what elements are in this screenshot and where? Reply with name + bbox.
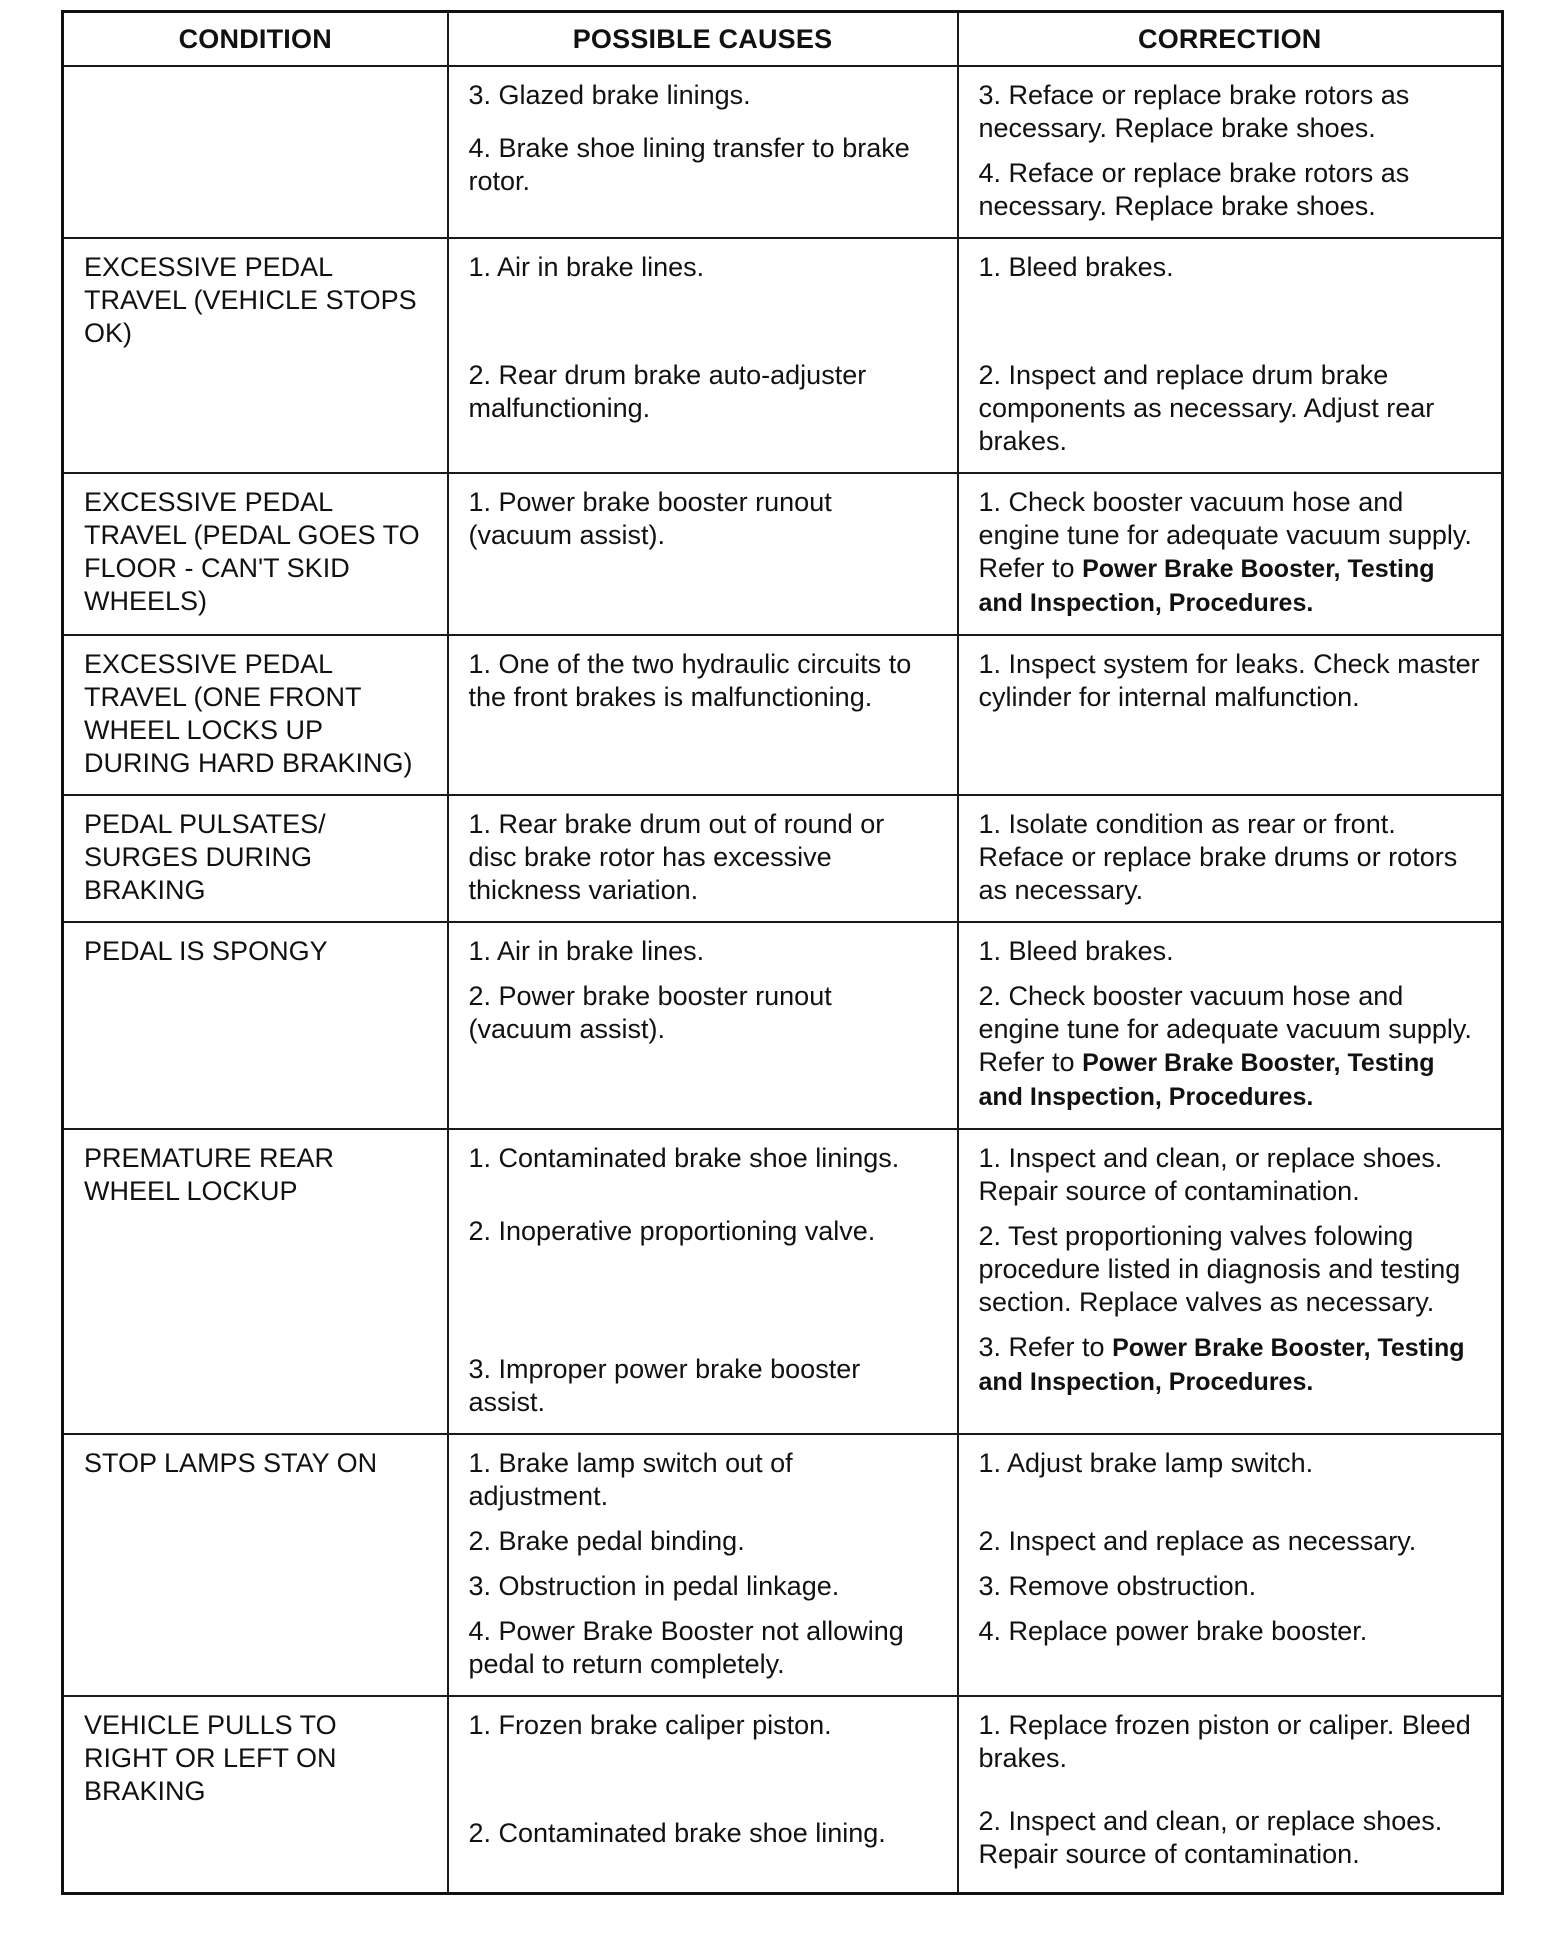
cause-item: 1. Power brake booster runout (vacuum assist). [468, 487, 832, 550]
table-row [63, 238, 1503, 473]
table-row [63, 795, 1503, 922]
condition-cell: EXCESSIVE PEDAL TRAVEL (PEDAL GOES TO FLOOR - CAN'T SKID WHEELS) [63, 473, 448, 635]
correction-item: 4. Reface or replace brake rotors as necessary. Replace brake shoes. [978, 158, 1410, 221]
condition-cell: PEDAL IS SPONGY [63, 922, 448, 1129]
condition-cell [63, 66, 448, 238]
reference-link-power-brake-booster: Power Brake Booster, Testing and Inspection, Procedures. [978, 1049, 1435, 1111]
condition-cell: PREMATURE REAR WHEEL LOCKUP [63, 1129, 448, 1434]
table-row [63, 1696, 1503, 1893]
correction-item: 2. Inspect and clean, or replace shoes. Repair source of contamination. [978, 1806, 1443, 1869]
causes-cell [448, 795, 958, 922]
causes-cell [448, 1434, 958, 1696]
correction-item: 3. Remove obstruction. [978, 1571, 1257, 1601]
condition-cell: EXCESSIVE PEDAL TRAVEL (VEHICLE STOPS OK) [63, 238, 448, 473]
reference-link-power-brake-booster: Power Brake Booster, Testing and Inspection, Procedures. [978, 555, 1435, 617]
correction-text: 2. Check booster vacuum hose and engine tune for adequate vacuum supply. Refer to [978, 981, 1472, 1077]
correction-item: 1. Inspect system for leaks. Check master cylinder for internal malfunction. [978, 649, 1480, 712]
cause-item: 1. Air in brake lines. [468, 252, 705, 282]
correction-item: 1. Isolate condition as rear or front. Reface or replace brake drums or rotors as necessary. [978, 809, 1458, 905]
cause-item: 1. Rear brake drum out of round or disc brake rotor has excessive thickness variation. [468, 809, 885, 905]
cause-item: 1. Brake lamp switch out of adjustment. [468, 1448, 793, 1511]
table-row [63, 473, 1503, 635]
causes-cell [448, 1696, 958, 1893]
correction-item: 1. Bleed brakes. [978, 252, 1174, 282]
header-condition: CONDITION [63, 12, 448, 67]
correction-item [979, 1331, 1482, 1399]
correction-item: 1. Replace frozen piston or caliper. Bleed brakes. [978, 1710, 1471, 1773]
condition-cell: STOP LAMPS STAY ON [63, 1434, 448, 1696]
correction-item: 2. Inspect and replace as necessary. [978, 1526, 1417, 1556]
reference-link-power-brake-booster: Power Brake Booster, Testing and Inspection, Procedures. [978, 1334, 1465, 1396]
condition-cell: PEDAL PULSATES/ SURGES DURING BRAKING [63, 795, 448, 922]
cause-item: 1. Contaminated brake shoe linings. [468, 1143, 900, 1173]
correction-item: 1. Inspect and clean, or replace shoes. Repair source of contamination. [978, 1143, 1443, 1206]
table-header [63, 12, 1503, 67]
cause-item: 2. Rear drum brake auto-adjuster malfunctioning. [468, 360, 867, 423]
cause-item: 4. Power Brake Booster not allowing pedal to return completely. [468, 1616, 904, 1679]
correction-text: 3. Refer to [978, 1332, 1105, 1362]
correction-cell [958, 66, 1503, 238]
cause-item: 1. Frozen brake caliper piston. [468, 1710, 832, 1740]
correction-item [979, 980, 1482, 1114]
causes-cell [448, 66, 958, 238]
causes-cell [448, 922, 958, 1129]
table-row [63, 1434, 1503, 1696]
correction-item: 3. Reface or replace brake rotors as necessary. Replace brake shoes. [978, 80, 1410, 143]
condition-cell: EXCESSIVE PEDAL TRAVEL (ONE FRONT WHEEL LOCKS UP DURING HARD BRAKING) [63, 635, 448, 795]
cause-item: 2. Inoperative proportioning valve. [468, 1216, 876, 1246]
correction-item: 1. Adjust brake lamp switch. [978, 1448, 1314, 1478]
table-row [63, 922, 1503, 1129]
cause-item: 3. Improper power brake booster assist. [468, 1354, 861, 1417]
correction-item: 2. Test proportioning valves folowing procedure listed in diagnosis and testing section. Replace valves as necessary. [978, 1221, 1461, 1317]
causes-cell [448, 1129, 958, 1434]
table-row [63, 66, 1503, 238]
correction-item: 1. Bleed brakes. [978, 936, 1174, 966]
table-row [63, 635, 1503, 795]
correction-cell [958, 922, 1503, 1129]
correction-cell [958, 1129, 1503, 1434]
correction-cell [958, 1434, 1503, 1696]
header-row [63, 12, 1503, 67]
correction-item: 4. Replace power brake booster. [978, 1616, 1368, 1646]
cause-item: 1. One of the two hydraulic circuits to the front brakes is malfunctioning. [468, 649, 912, 712]
cause-item: 3. Glazed brake linings. [468, 80, 751, 110]
causes-cell [448, 473, 958, 635]
correction-cell [958, 473, 1503, 635]
header-correction: CORRECTION [958, 12, 1503, 67]
cause-item: 2. Brake pedal binding. [468, 1526, 745, 1556]
correction-cell [958, 635, 1503, 795]
causes-cell [448, 238, 958, 473]
causes-cell [448, 635, 958, 795]
table-body [63, 66, 1503, 1893]
correction-text: 1. Check booster vacuum hose and engine tune for adequate vacuum supply. Refer to [978, 487, 1472, 583]
brake-diagnosis-table [61, 10, 1504, 1895]
cause-item: 2. Power brake booster runout (vacuum assist). [468, 981, 832, 1044]
table-row [63, 1129, 1503, 1434]
correction-cell [958, 1696, 1503, 1893]
cause-item: 4. Brake shoe lining transfer to brake rotor. [468, 133, 910, 196]
cause-item: 3. Obstruction in pedal linkage. [468, 1571, 840, 1601]
correction-cell [958, 238, 1503, 473]
cause-item: 2. Contaminated brake shoe lining. [468, 1818, 886, 1848]
correction-item [979, 486, 1482, 620]
diagnosis-table-page [61, 10, 1501, 1895]
header-possible-causes: POSSIBLE CAUSES [448, 12, 958, 67]
correction-item: 2. Inspect and replace drum brake components as necessary. Adjust rear brakes. [978, 360, 1435, 456]
condition-cell: VEHICLE PULLS TO RIGHT OR LEFT ON BRAKING [63, 1696, 448, 1893]
correction-cell [958, 795, 1503, 922]
cause-item: 1. Air in brake lines. [468, 936, 705, 966]
